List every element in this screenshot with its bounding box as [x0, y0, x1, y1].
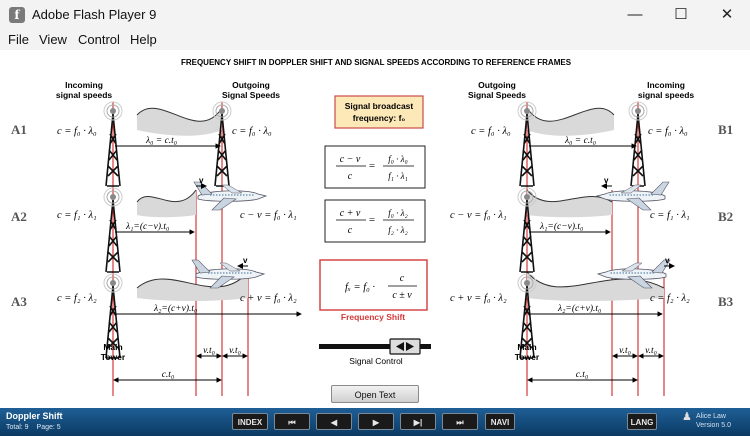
lang-button[interactable]: LANG	[627, 413, 657, 430]
freq-lhs: fₓ = f₀ ·	[344, 282, 376, 293]
eq1-den-right: f₁ · λ₁	[388, 171, 408, 181]
broadcast-box	[335, 96, 423, 128]
menu-bar	[0, 30, 750, 50]
main-tower-left-1: Main	[103, 342, 123, 352]
lambda2-right: λ₂=(c+v).t₀	[558, 304, 602, 314]
row-label-a2: A2	[11, 209, 27, 224]
signal-control-label: Signal Control	[349, 356, 403, 366]
row-label-a3: A3	[11, 294, 27, 309]
lambda0-left: λ₀ = c.t₀	[146, 136, 178, 146]
main-tower-left-2: Tower	[100, 352, 126, 362]
menu-file[interactable]: File	[8, 32, 29, 47]
lambda2-left: λ₂=(c+v).t₀	[154, 304, 198, 314]
menu-help[interactable]: Help	[130, 32, 157, 47]
row-label-b2: B2	[718, 209, 734, 224]
lesson-title: Doppler Shift	[6, 411, 63, 421]
row-label-b1: B1	[718, 122, 734, 137]
eq2-num-right: f₀ · λ₂	[388, 208, 408, 218]
eq1-num-left: c − v	[339, 154, 361, 165]
window-title: Adobe Flash Player 9	[32, 7, 157, 22]
eq-b1-in: c = f₀ · λ₀	[648, 126, 688, 137]
v-label-b2: v	[604, 176, 609, 185]
v-label-a2: v	[199, 176, 204, 185]
last-page-icon[interactable]: ⏭	[442, 413, 478, 430]
navi-button[interactable]: NAVI	[485, 413, 515, 430]
author-logo-icon: ♟	[682, 411, 692, 423]
label-incoming-left-2: signal speeds	[55, 90, 113, 100]
label-outgoing-left: Outgoing	[232, 80, 270, 90]
eq1-den-left: c	[347, 171, 353, 182]
flash-player-icon: f	[9, 7, 25, 23]
vt-left-1: v.t₀	[203, 346, 215, 356]
control-bar	[0, 408, 750, 436]
next-page-icon[interactable]: ▶|	[400, 413, 436, 430]
index-button[interactable]: INDEX	[232, 413, 268, 430]
eq1-num-right: f₀ · λ₀	[388, 154, 408, 164]
broadcast-line-2: frequency: f₀	[352, 113, 406, 123]
row-label-a1: A1	[11, 122, 27, 137]
frequency-shift-box	[320, 260, 427, 310]
main-tower-right-1: Main	[517, 342, 537, 352]
menu-control[interactable]: Control	[78, 32, 120, 47]
eq-b3-in: c = f₂ · λ₂	[650, 293, 690, 304]
eq-b2-in: c = f₁ · λ₁	[650, 210, 690, 221]
eq-a1-out: c = f₀ · λ₀	[232, 126, 272, 137]
vt-left-2: v.t₀	[229, 346, 241, 356]
total-pages: Total: 9	[6, 424, 29, 431]
eq2-den-left: c	[347, 225, 353, 236]
open-text-button[interactable]: Open Text	[331, 385, 419, 403]
label-incoming-right: Incoming	[647, 80, 685, 90]
signal-control-slider[interactable]	[319, 339, 431, 354]
broadcast-line-1: Signal broadcast	[344, 101, 414, 111]
eq-a3-in: c = f₂ · λ₂	[57, 293, 97, 304]
equation-box-1	[325, 146, 425, 188]
eq-a3-out: c + v = f₀ · λ₂	[240, 293, 297, 304]
prev-page-icon[interactable]: ◀	[316, 413, 352, 430]
page-info	[6, 424, 67, 431]
eq2-equals: =	[368, 214, 376, 226]
frequency-shift-caption: Frequency Shift	[340, 312, 406, 322]
freq-num: c	[399, 273, 405, 284]
lambda0-right: λ₀ = c.t₀	[565, 136, 597, 146]
eq-b3-out: c + v = f₀ · λ₂	[450, 293, 507, 304]
v-label-a3: v	[243, 256, 248, 265]
eq-a2-in: c = f₁ · λ₁	[57, 210, 97, 221]
flash-stage	[0, 50, 750, 408]
eq-b2-out: c − v = f₀ · λ₁	[450, 210, 507, 221]
ct-left: c.t₀	[161, 370, 175, 380]
title-bar	[0, 0, 750, 30]
lambda1-left: λ₁=(c−v).t₀	[126, 222, 170, 232]
close-button[interactable]: ✕	[720, 6, 734, 23]
freq-den: c ± v	[392, 290, 412, 301]
row-label-b3: B3	[718, 294, 734, 309]
eq2-num-left: c + v	[339, 208, 361, 219]
slider-thumb	[390, 339, 420, 354]
v-label-b3: v	[665, 256, 670, 265]
brand-name: Alice Law	[696, 413, 726, 420]
minimize-button[interactable]: —	[627, 6, 643, 23]
doppler-diagram	[0, 50, 750, 408]
eq-a1-in: c = f₀ · λ₀	[57, 126, 97, 137]
equation-box-2	[325, 200, 425, 242]
eq-b1-out: c = f₀ · λ₀	[471, 126, 511, 137]
brand-version: Version 5.0	[696, 422, 732, 429]
maximize-button[interactable]: ☐	[674, 6, 688, 23]
current-page: Page: 5	[36, 424, 61, 431]
label-outgoing-right-2: Signal Speeds	[467, 90, 527, 100]
main-tower-right-2: Tower	[514, 352, 540, 362]
page-heading: FREQUENCY SHIFT IN DOPPLER SHIFT AND SIGNAL SPEEDS ACCORDING TO REFERENCE FRAMES	[180, 58, 572, 67]
menu-view[interactable]: View	[39, 32, 67, 47]
eq-a2-out: c − v = f₀ · λ₁	[240, 210, 297, 221]
vt-right-1: v.t₀	[619, 346, 631, 356]
eq2-den-right: f₂ · λ₂	[388, 225, 408, 235]
lambda1-right: λ₁=(c−v).t₀	[540, 222, 584, 232]
label-outgoing-right: Outgoing	[478, 80, 516, 90]
play-icon[interactable]: ▶	[358, 413, 394, 430]
label-incoming-left: Incoming	[65, 80, 103, 90]
label-incoming-right-2: signal speeds	[637, 90, 695, 100]
ct-right: c.t₀	[575, 370, 589, 380]
vt-right-2: v.t₀	[645, 346, 657, 356]
label-outgoing-left-2: Signal Speeds	[221, 90, 281, 100]
airplane-left-a3	[192, 260, 264, 288]
first-page-icon[interactable]: ⏮	[274, 413, 310, 430]
eq1-equals: =	[368, 160, 376, 172]
